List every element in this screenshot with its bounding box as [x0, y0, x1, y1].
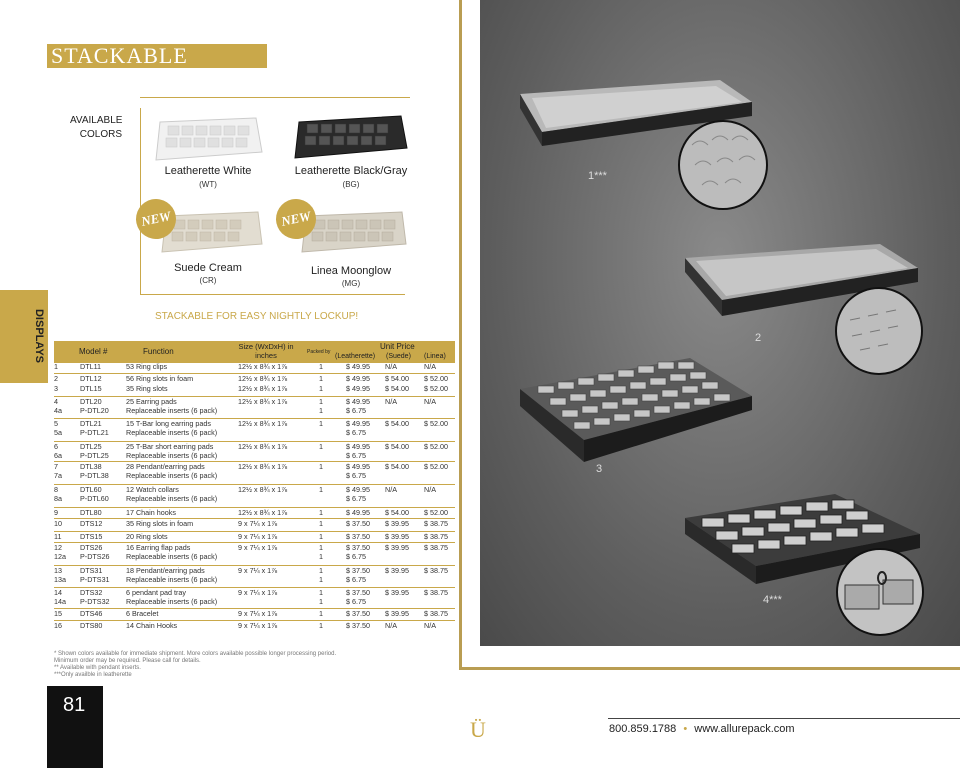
- table-cell: $ 37.50: [346, 609, 370, 618]
- footnote: ***Only availble in leatherette: [54, 672, 132, 678]
- table-cell: N/A: [424, 362, 436, 371]
- table-cell: 5a: [54, 428, 62, 437]
- table-cell: $ 49.95: [346, 485, 370, 494]
- table-cell: 18 Pendant/earring pads: [126, 566, 205, 575]
- table-row: [54, 620, 455, 630]
- table-row: [54, 507, 455, 517]
- table-cell: 7a: [54, 471, 62, 480]
- tray-4-image: [685, 494, 923, 635]
- table-cell: 7: [54, 462, 58, 471]
- table-cell: Replaceable inserts (6 pack): [126, 428, 218, 437]
- table-cell: $ 52.00: [424, 462, 448, 471]
- table-row: [54, 542, 455, 552]
- table-cell: 9 x 7¼ x 1⅞: [238, 543, 278, 552]
- available-colors-label: AVAILABLE COLORS: [70, 115, 123, 140]
- table-cell: 12a: [54, 552, 66, 561]
- table-cell: 1: [319, 485, 323, 494]
- table-cell: 9 x 7¼ x 1⅞: [238, 609, 278, 618]
- table-cell: $ 52.00: [424, 508, 448, 517]
- table-cell: DTL12: [80, 374, 102, 383]
- swatch-name: Linea Moonglow: [310, 265, 392, 277]
- table-cell: $ 6.75: [346, 575, 366, 584]
- table-cell: 1: [319, 362, 323, 371]
- table-cell: N/A: [385, 362, 397, 371]
- section-tab: [0, 290, 48, 383]
- table-cell: DTL11: [80, 362, 102, 371]
- table-cell: 13: [54, 566, 62, 575]
- table-cell: $ 49.95: [346, 384, 370, 393]
- table-cell: 1: [319, 374, 323, 383]
- photo-label: 2: [755, 332, 762, 344]
- tray-3-image: [520, 358, 752, 462]
- table-cell: 4: [54, 397, 58, 406]
- swatch-name: Leatherette Black/Gray: [294, 165, 408, 177]
- table-cell: 12½ x 8¾ x 1⅞: [238, 462, 288, 471]
- table-cell: 1: [319, 442, 323, 451]
- table-cell: $ 54.00: [385, 442, 409, 451]
- tray-2-image: [685, 244, 922, 374]
- table-row: [54, 461, 455, 471]
- table-cell: N/A: [424, 485, 436, 494]
- table-cell: $ 6.75: [346, 451, 366, 460]
- table-row: [54, 518, 455, 528]
- table-cell: 12½ x 8¾ x 1⅞: [238, 374, 288, 383]
- table-cell: N/A: [385, 485, 397, 494]
- table-cell: $ 39.95: [385, 609, 409, 618]
- table-cell: 1: [319, 519, 323, 528]
- table-cell: 1: [319, 575, 323, 584]
- table-cell: $ 49.95: [346, 442, 370, 451]
- table-cell: $ 49.95: [346, 397, 370, 406]
- tray-1-image: [520, 80, 767, 209]
- table-cell: DTL15: [80, 384, 102, 393]
- table-cell: N/A: [385, 621, 397, 630]
- table-cell: $ 39.95: [385, 519, 409, 528]
- table-cell: $ 37.50: [346, 588, 370, 597]
- table-cell: 12 Watch collars: [126, 485, 179, 494]
- table-row: [54, 608, 455, 618]
- stackable-tagline: STACKABLE FOR EASY NIGHTLY LOCKUP!: [155, 311, 359, 322]
- table-cell: $ 54.00: [385, 419, 409, 428]
- table-cell: 9: [54, 508, 58, 517]
- table-cell: $ 6.75: [346, 406, 366, 415]
- table-row: [54, 373, 455, 383]
- photo-label: 4***: [763, 594, 782, 606]
- table-cell: P-DTS31: [80, 575, 110, 584]
- table-cell: 16 Earring flap pads: [126, 543, 191, 552]
- table-cell: $ 49.95: [346, 362, 370, 371]
- table-cell: 1: [319, 588, 323, 597]
- table-row: [54, 531, 455, 541]
- table-cell: 1: [319, 566, 323, 575]
- table-cell: $ 49.95: [346, 419, 370, 428]
- table-cell: $ 38.75: [424, 588, 448, 597]
- footnote: * Shown colors available for immediate shipment. More colors available possible longer processing period.: [54, 651, 337, 657]
- table-cell: 1: [319, 532, 323, 541]
- photo-label: 3: [596, 463, 603, 475]
- table-cell: $ 49.95: [346, 374, 370, 383]
- table-cell: $ 49.95: [346, 508, 370, 517]
- table-cell: 8: [54, 485, 58, 494]
- table-cell: 16: [54, 621, 62, 630]
- table-cell: 14: [54, 588, 62, 597]
- table-cell: $ 37.50: [346, 532, 370, 541]
- table-cell: 9 x 7¼ x 1⅞: [238, 588, 278, 597]
- table-cell: N/A: [424, 397, 436, 406]
- table-cell: DTS15: [80, 532, 103, 541]
- swatch-image-moonglow: [300, 210, 408, 256]
- table-cell: $ 6.75: [346, 552, 366, 561]
- table-cell: DTL80: [80, 508, 102, 517]
- table-cell: 17 Chain hooks: [126, 508, 176, 517]
- swatch-code: (BG): [342, 180, 360, 189]
- footer-url[interactable]: www.allurepack.com: [694, 723, 795, 735]
- table-cell: 12½ x 8¾ x 1⅞: [238, 442, 288, 451]
- table-cell: 6a: [54, 451, 62, 460]
- table-cell: 9 x 7¼ x 1⅞: [238, 519, 278, 528]
- table-cell: P-DTL21: [80, 428, 109, 437]
- table-cell: 9 x 7¼ x 1⅞: [238, 621, 278, 630]
- table-cell: 1: [319, 621, 323, 630]
- bracket-divider: [140, 108, 141, 294]
- page-number-box: [47, 686, 103, 768]
- table-cell: N/A: [424, 621, 436, 630]
- table-cell: Replaceable inserts (6 pack): [126, 575, 218, 584]
- photo-label: 1***: [588, 170, 607, 182]
- table-cell: DTL25: [80, 442, 102, 451]
- table-cell: $ 6.75: [346, 471, 366, 480]
- table-row: [54, 418, 455, 428]
- table-cell: P-DTL25: [80, 451, 109, 460]
- brand-logo: Ü: [470, 717, 486, 742]
- table-row: [54, 587, 455, 597]
- swatch-image-black: [293, 114, 411, 162]
- divider: [140, 97, 410, 98]
- table-cell: DTS80: [80, 621, 103, 630]
- footer-phone: 800.859.1788: [609, 723, 677, 735]
- table-cell: 11: [54, 532, 62, 541]
- table-cell: 3: [54, 384, 58, 393]
- table-cell: 15 T-Bar long earring pads: [126, 419, 211, 428]
- table-cell: 1: [319, 609, 323, 618]
- table-cell: P-DTS32: [80, 597, 110, 606]
- table-cell: 5: [54, 419, 58, 428]
- table-cell: $ 38.75: [424, 566, 448, 575]
- table-header: [54, 341, 455, 363]
- table-cell: 20 Ring slots: [126, 532, 168, 541]
- table-cell: 12½ x 8¾ x 1⅞: [238, 362, 288, 371]
- bracket-divider: [140, 294, 405, 295]
- table-cell: $ 39.95: [385, 532, 409, 541]
- table-cell: 56 Ring slots in foam: [126, 374, 194, 383]
- table-cell: $ 37.50: [346, 621, 370, 630]
- header-linea: (Linea): [424, 353, 446, 360]
- table-cell: 1: [319, 419, 323, 428]
- table-cell: 25 T-Bar short earring pads: [126, 442, 214, 451]
- table-cell: $ 54.00: [385, 374, 409, 383]
- table-cell: 12½ x 8¾ x 1⅞: [238, 397, 288, 406]
- new-badge: NEW: [132, 195, 179, 242]
- table-cell: Replaceable inserts (6 pack): [126, 471, 218, 480]
- table-cell: $ 37.50: [346, 566, 370, 575]
- table-cell: 12½ x 8¾ x 1⅞: [238, 419, 288, 428]
- swatch-image-white: [152, 116, 264, 164]
- header-function: Function: [143, 347, 174, 356]
- table-cell: 8a: [54, 494, 62, 503]
- table-cell: $ 6.75: [346, 428, 366, 437]
- table-cell: 1: [319, 543, 323, 552]
- table-cell: 6 Bracelet: [126, 609, 159, 618]
- table-cell: P-DTL20: [80, 406, 109, 415]
- table-cell: DTL38: [80, 462, 102, 471]
- table-row: [54, 441, 455, 451]
- table-cell: Replaceable inserts (6 pack): [126, 494, 218, 503]
- table-cell: 1: [319, 384, 323, 393]
- table-cell: $ 6.75: [346, 494, 366, 503]
- table-cell: N/A: [385, 397, 397, 406]
- table-cell: DTS32: [80, 588, 103, 597]
- table-cell: $ 54.00: [385, 508, 409, 517]
- table-cell: $ 39.95: [385, 543, 409, 552]
- new-badge: NEW: [272, 195, 319, 242]
- table-cell: 1: [319, 462, 323, 471]
- table-cell: 13a: [54, 575, 66, 584]
- table-cell: 12½ x 8¾ x 1⅞: [238, 384, 288, 393]
- table-row: [54, 565, 455, 575]
- table-cell: 25 Earring pads: [126, 397, 177, 406]
- table-cell: 1: [319, 597, 323, 606]
- table-cell: 12½ x 8¾ x 1⅞: [238, 485, 288, 494]
- table-cell: DTL21: [80, 419, 102, 428]
- table-cell: 14 Chain Hooks: [126, 621, 178, 630]
- table-cell: $ 37.50: [346, 543, 370, 552]
- table-cell: $ 54.00: [385, 462, 409, 471]
- table-cell: 6 pendant pad tray: [126, 588, 186, 597]
- table-cell: 12½ x 8¾ x 1⅞: [238, 508, 288, 517]
- table-cell: $ 52.00: [424, 419, 448, 428]
- swatch-code: (MG): [341, 279, 361, 288]
- table-cell: 9 x 7¼ x 1⅞: [238, 566, 278, 575]
- table-cell: 9 x 7¼ x 1⅞: [238, 532, 278, 541]
- table-cell: $ 39.95: [385, 588, 409, 597]
- table-cell: 15: [54, 609, 62, 618]
- table-cell: DTL20: [80, 397, 102, 406]
- product-photo: [480, 0, 960, 646]
- footer-contact: [609, 723, 795, 735]
- page-number: 81: [63, 694, 86, 716]
- table-cell: P-DTS26: [80, 552, 110, 561]
- table-cell: 4a: [54, 406, 62, 415]
- header-unit-price: Unit Price: [380, 342, 415, 351]
- table-row: [54, 484, 455, 494]
- footnotes: [54, 651, 414, 679]
- table-cell: $ 37.50: [346, 519, 370, 528]
- footer-separator: •: [683, 723, 688, 735]
- header-size: Size (WxDxH) in inches: [238, 342, 294, 360]
- table-cell: P-DTL38: [80, 471, 109, 480]
- swatch-code: (WT): [199, 180, 217, 189]
- header-leatherette: (Leatherette): [335, 353, 376, 360]
- table-cell: 6: [54, 442, 58, 451]
- table-cell: $ 52.00: [424, 442, 448, 451]
- table-cell: $ 38.75: [424, 609, 448, 618]
- table-cell: $ 6.75: [346, 597, 366, 606]
- table-cell: 53 Ring clips: [126, 362, 168, 371]
- table-cell: P-DTL60: [80, 494, 109, 503]
- table-cell: DTS26: [80, 543, 103, 552]
- footnote: ** Available with pendant inserts.: [54, 665, 141, 671]
- table-cell: DTL60: [80, 485, 102, 494]
- table-cell: $ 49.95: [346, 462, 370, 471]
- page-title: STACKABLE TRAYS: [47, 44, 267, 68]
- header-model: Model #: [79, 347, 108, 356]
- header-packed: Packed by: [307, 349, 331, 355]
- table-cell: Replaceable inserts (6 pack): [126, 552, 218, 561]
- table-cell: 35 Ring slots: [126, 384, 168, 393]
- table-cell: 1: [319, 552, 323, 561]
- header-suede: (Suede): [386, 353, 411, 360]
- swatch-name: Suede Cream: [174, 262, 242, 274]
- table-cell: DTS12: [80, 519, 103, 528]
- footnote: Minimum order may be required. Please call for details.: [54, 658, 201, 664]
- table-cell: $ 52.00: [424, 384, 448, 393]
- swatch-name: Leatherette White: [164, 165, 252, 177]
- table-cell: Replaceable inserts (6 pack): [126, 597, 218, 606]
- table-cell: 2: [54, 374, 58, 383]
- table-cell: $ 38.75: [424, 532, 448, 541]
- table-cell: $ 54.00: [385, 384, 409, 393]
- table-cell: $ 38.75: [424, 519, 448, 528]
- table-cell: Replaceable inserts (6 pack): [126, 451, 218, 460]
- table-row: [54, 396, 455, 406]
- swatch-code: (CR): [199, 276, 217, 285]
- table-cell: 1: [54, 362, 58, 371]
- table-cell: 28 Pendant/earring pads: [126, 462, 205, 471]
- table-cell: Replaceable inserts (6 pack): [126, 406, 218, 415]
- table-cell: 14a: [54, 597, 66, 606]
- table-cell: 10: [54, 519, 62, 528]
- table-cell: $ 38.75: [424, 543, 448, 552]
- table-cell: DTS46: [80, 609, 103, 618]
- table-cell: 1: [319, 397, 323, 406]
- table-cell: 35 Ring slots in foam: [126, 519, 194, 528]
- table-cell: $ 52.00: [424, 374, 448, 383]
- section-tab-label: DISPLAYS: [33, 308, 46, 364]
- table-cell: 1: [319, 406, 323, 415]
- table-cell: $ 39.95: [385, 566, 409, 575]
- table-cell: 1: [319, 508, 323, 517]
- table-cell: 12: [54, 543, 62, 552]
- table-cell: DTS31: [80, 566, 103, 575]
- footer-divider: [608, 718, 960, 719]
